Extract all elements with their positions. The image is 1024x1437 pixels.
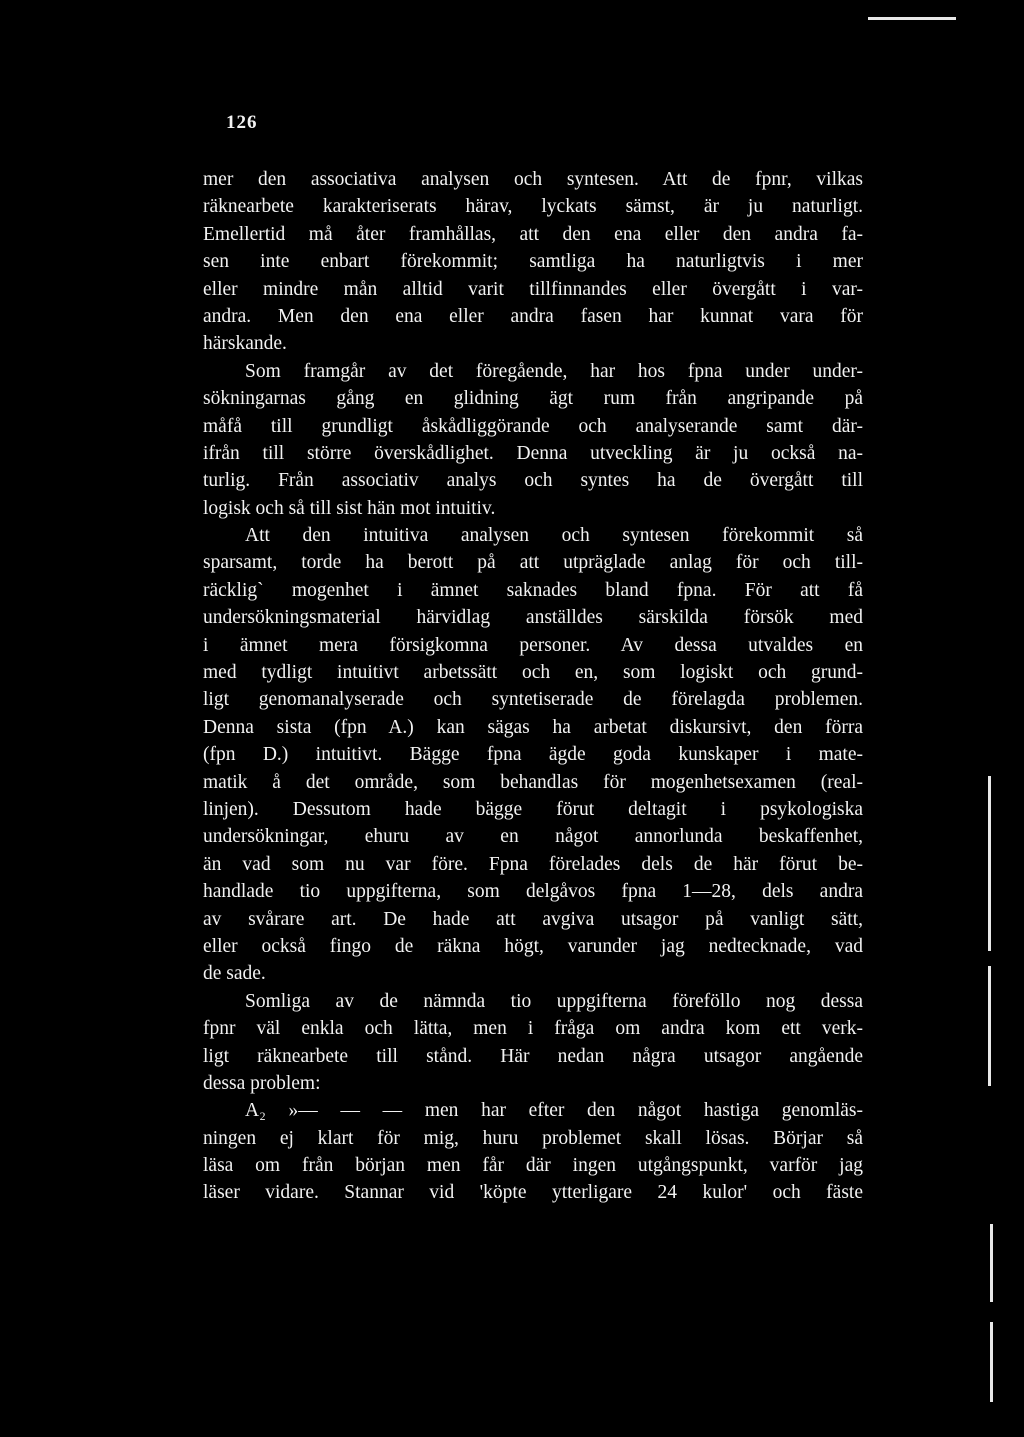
- text-line: A₂ »— — — men har efter den något hastiga genomläs-: [245, 1100, 863, 1122]
- scan-edge-mark: [990, 1322, 993, 1402]
- text-line: mer den associativa analysen och syntesen. Att de fpnr, vilkas: [203, 169, 863, 190]
- text-line: läsa om från början men får där ingen utgångspunkt, varför jag: [203, 1155, 863, 1177]
- text-line: läser vidare. Stannar vid 'köpte ytterligare 24 kulor' och fäste: [203, 1182, 863, 1204]
- text-line: Somliga av de nämnda tio uppgifterna föreföllo nog dessa: [245, 990, 863, 1012]
- text-line: (fpn D.) intuitivt. Bägge fpna ägde goda kunskaper i mate-: [203, 744, 863, 766]
- paragraph: [203, 988, 863, 1098]
- text-line: andra. Men den ena eller andra fasen har kunnat vara för: [203, 305, 863, 327]
- text-line: turlig. Från associativ analys och syntes ha de övergått till: [203, 470, 863, 492]
- text-line: logisk och så till sist hän mot intuitiv.: [203, 497, 496, 519]
- text-line: med tydligt intuitivt arbetssätt och en, som logiskt och grund-: [203, 662, 863, 684]
- text-line: eller också fingo de räkna högt, varunder jag nedtecknade, vad: [203, 935, 863, 957]
- text-line: sen inte enbart förekommit; samtliga ha naturligtvis i mer: [203, 251, 863, 273]
- text-line: i ämnet mera försigkomna personer. Av dessa utvaldes en: [203, 634, 863, 656]
- text-line: ligt räknearbete till stånd. Här nedan några utsagor angående: [203, 1045, 863, 1067]
- text-line: matik å det område, som behandlas för mogenhetsexamen (real-: [203, 771, 863, 793]
- text-line: undersökningsmaterial härvidlag anställdes särskilda försök med: [203, 607, 863, 629]
- paragraph: [203, 166, 863, 358]
- text-line: ifrån till större överskådlighet. Denna utveckling är ju också na-: [203, 442, 863, 464]
- page-number: 126: [226, 112, 258, 133]
- text-line: räknearbete karakteriserats härav, lyckats sämst, är ju naturligt.: [203, 196, 863, 218]
- body-text: [203, 166, 863, 1207]
- scan-edge-mark: [988, 966, 991, 1086]
- text-line: än vad som nu var före. Fpna förelades dels de här förut be-: [203, 853, 863, 875]
- text-line: de sade.: [203, 963, 266, 985]
- text-line: ningen ej klart för mig, huru problemet skall lösas. Börjar så: [203, 1127, 863, 1149]
- scan-edge-mark: [988, 776, 991, 951]
- text-line: undersökningar, ehuru av en något annorlunda beskaffenhet,: [203, 826, 863, 848]
- text-line: fpnr väl enkla och lätta, men i fråga om andra kom ett verk-: [203, 1018, 863, 1040]
- text-line: sparsamt, torde ha berott på att utpräglade anlag för och till-: [203, 552, 863, 574]
- text-line: Emellertid må åter framhållas, att den ena eller den andra fa-: [203, 223, 863, 245]
- scan-edge-mark: [868, 17, 956, 20]
- text-line: måfå till grundligt åskådliggörande och analyserande samt där-: [203, 415, 863, 437]
- text-line: Som framgår av det föregående, har hos fpna under under-: [245, 360, 863, 382]
- text-line: Denna sista (fpn A.) kan sägas ha arbetat diskursivt, den förra: [203, 716, 863, 738]
- text-line: av svårare art. De hade att avgiva utsagor på vanligt sätt,: [203, 908, 863, 930]
- text-line: eller mindre mån alltid varit tillfinnandes eller övergått i var-: [203, 278, 863, 300]
- text-line: ligt genomanalyserade och syntetiserade de förelagda problemen.: [203, 689, 863, 711]
- paragraph: [203, 358, 863, 522]
- text-line: Att den intuitiva analysen och syntesen förekommit så: [245, 525, 863, 547]
- paragraph: [203, 522, 863, 988]
- text-line: räcklig` mogenhet i ämnet saknades bland fpna. För att få: [203, 579, 863, 601]
- scan-edge-mark: [990, 1224, 993, 1302]
- text-line: linjen). Dessutom hade bägge förut deltagit i psykologiska: [203, 798, 863, 820]
- text-line: dessa problem:: [203, 1072, 321, 1094]
- paragraph: [203, 1097, 863, 1207]
- text-line: härskande.: [203, 333, 287, 355]
- text-line: handlade tio uppgifterna, som delgåvos fpna 1—28, dels andra: [203, 881, 863, 903]
- text-line: sökningarnas gång en glidning ägt rum från angripande på: [203, 388, 863, 410]
